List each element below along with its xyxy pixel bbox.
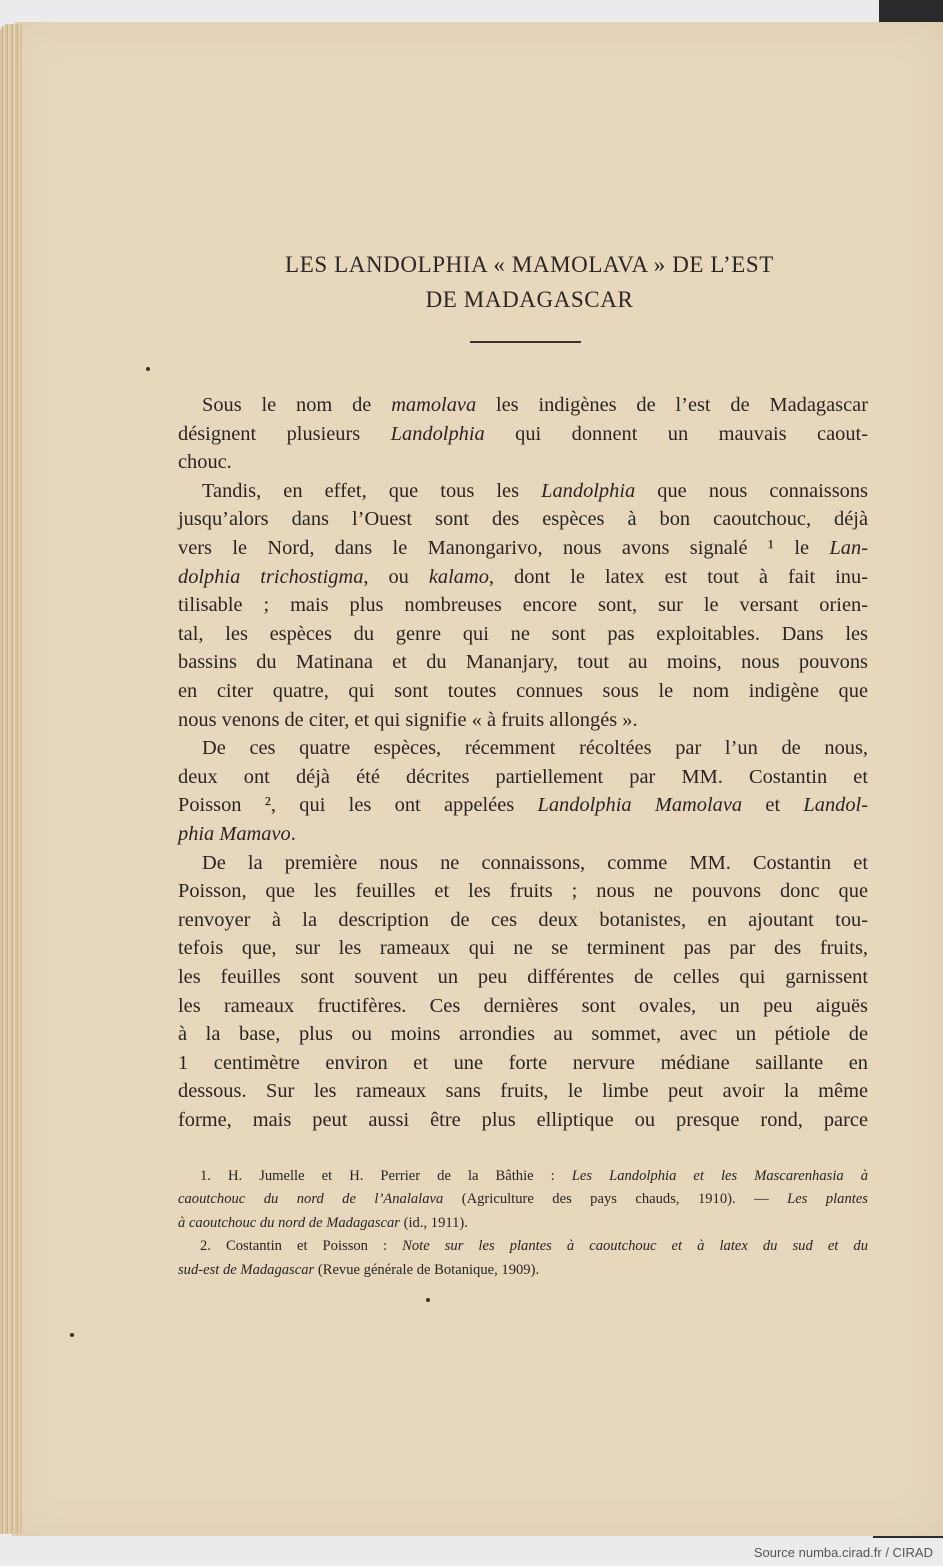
text-line: [178, 994, 868, 1018]
text-run: tal, les espèces du genre qui ne sont pas exploitables. Dans les: [178, 622, 868, 645]
text-run: 2. Costantin et Poisson :: [200, 1238, 403, 1255]
source-credit: Source numba.cirad.fr / CIRAD: [753, 1545, 933, 1560]
text-run: (Revue générale de Botanique, 1909).: [314, 1261, 540, 1278]
text-run: bassins du Matinana et du Mananjary, tout au moins, nous pouvons: [178, 651, 868, 674]
text-run: , dont le latex est tout à fait inu-: [488, 565, 868, 588]
text-line: [202, 479, 868, 503]
text-line: [178, 507, 868, 531]
footnote-line: [200, 1236, 868, 1256]
text-run: forme, mais peut aussi être plus elliptique ou presque rond, parce: [178, 1109, 868, 1131]
text-line: [178, 965, 868, 989]
text-line: [202, 851, 868, 875]
text-line: [178, 936, 868, 960]
text-line: [178, 879, 868, 903]
text-run: De ces quatre espèces, récemment récoltées par l’un de nous,: [202, 737, 868, 760]
text-run: Sous le nom de: [202, 394, 392, 416]
text-run: tefois que, sur les rameaux qui ne se terminent pas par des fruits,: [178, 937, 868, 960]
italic-text: Landol-: [803, 794, 868, 817]
text-run: jusqu’alors dans l’Ouest sont des espèces à bon caoutchouc, déjà: [178, 508, 868, 531]
italic-text: Lan-: [829, 537, 868, 559]
text-run: chouc.: [178, 451, 232, 474]
italic-text: à caoutchouc du nord de Madagascar: [178, 1214, 400, 1231]
text-run: les indigènes de l’est de Madagascar: [476, 394, 868, 416]
footnote-line: [178, 1189, 868, 1209]
text-run: 1. H. Jumelle et H. Perrier de la Bâthie :: [200, 1168, 572, 1184]
text-run: nous venons de citer, et qui signifie « à fruits allongés ».: [178, 708, 638, 731]
text-run: vers le Nord, dans le Manongarivo, nous avons signalé ¹ le: [178, 537, 830, 559]
footnote-line: [178, 1260, 868, 1280]
text-line: [178, 908, 868, 932]
text-line: [178, 822, 868, 846]
italic-text: sud-est de Madagascar: [178, 1261, 315, 1278]
footnote-line: [178, 1213, 868, 1233]
italic-text: mamolava: [391, 394, 477, 416]
text-line: [202, 393, 868, 417]
text-run: deux ont déjà été décrites partiellement par MM. Costantin et: [178, 765, 868, 788]
text-run: que nous connaissons: [635, 479, 868, 502]
italic-text: Landolphia: [541, 479, 636, 502]
text-run: à la base, plus ou moins arrondies au sommet, avec un pétiole de: [178, 1023, 868, 1046]
text-run: tilisable ; mais plus nombreuses encore sont, sur le versant orien-: [178, 594, 868, 617]
text-run: et: [742, 794, 804, 817]
text-line: [178, 1079, 868, 1103]
article-title-line-1: LES LANDOLPHIA « MAMOLAVA » DE L’EST: [285, 252, 774, 277]
text-line: [178, 708, 868, 732]
speck: [146, 367, 150, 371]
italic-text: Landolphia Mamolava: [537, 794, 743, 817]
speck: [70, 1333, 74, 1337]
text-line: [178, 536, 868, 560]
text-line: [178, 450, 868, 474]
text-line: [178, 650, 868, 674]
text-line: [178, 765, 868, 789]
text-run: De la première nous ne connaissons, comme MM. Costantin et: [202, 851, 868, 874]
text-line: [178, 422, 868, 446]
text-line: [202, 736, 868, 760]
text-line: [178, 1051, 868, 1075]
title-rule: [470, 341, 581, 343]
footnote-line: [200, 1166, 868, 1186]
text-run: les rameaux fructifères. Ces dernières sont ovales, un peu aiguës: [178, 994, 868, 1017]
text-run: 1 centimètre environ et une forte nervure médiane saillante en: [178, 1051, 868, 1074]
text-line: [178, 793, 868, 817]
italic-text: dolphia trichostigma: [178, 565, 364, 588]
italic-text: Landolphia: [390, 422, 485, 445]
text-run: désignent plusieurs: [178, 422, 391, 445]
italic-text: Note sur les plantes à caoutchouc et à latex du sud et du: [402, 1238, 868, 1255]
text-line: [178, 1108, 868, 1132]
text-line: [178, 679, 868, 703]
text-run: Tandis, en effet, que tous les: [202, 479, 542, 502]
article-title-line-2: DE MADAGASCAR: [425, 287, 634, 312]
text-run: Poisson, que les feuilles et les fruits ; nous ne pouvons donc que: [178, 880, 868, 903]
text-run: les feuilles sont souvent un peu différentes de celles qui garnissent: [178, 966, 868, 988]
text-run: .: [290, 823, 296, 845]
text-run: , ou: [363, 565, 429, 588]
text-run: Poisson ², qui les ont appelées: [178, 794, 538, 817]
italic-text: Les plantes: [787, 1191, 868, 1208]
italic-text: caoutchouc du nord de l’Analalava: [178, 1191, 444, 1208]
text-line: [178, 593, 868, 617]
text-run: (Agriculture des pays chauds, 1910). —: [443, 1191, 788, 1208]
text-line: [178, 1022, 868, 1046]
text-run: dessous. Sur les rameaux sans fruits, le limbe peut avoir la même: [178, 1080, 868, 1103]
italic-text: Les Landolphia et les Mascarenhasia à: [571, 1168, 869, 1184]
speck: [426, 1298, 430, 1302]
italic-text: kalamo: [428, 565, 489, 588]
text-run: renvoyer à la description de ces deux botanistes, en ajoutant tou-: [178, 908, 868, 931]
text-run: (id., 1911).: [399, 1214, 468, 1231]
text-line: [178, 565, 868, 589]
italic-text: phia Mamavo: [178, 823, 291, 845]
text-run: qui donnent un mauvais caout-: [484, 422, 868, 445]
page-stack-edge: [0, 24, 22, 1534]
text-run: en citer quatre, qui sont toutes connues sous le nom indigène que: [178, 680, 868, 702]
text-line: [178, 622, 868, 646]
